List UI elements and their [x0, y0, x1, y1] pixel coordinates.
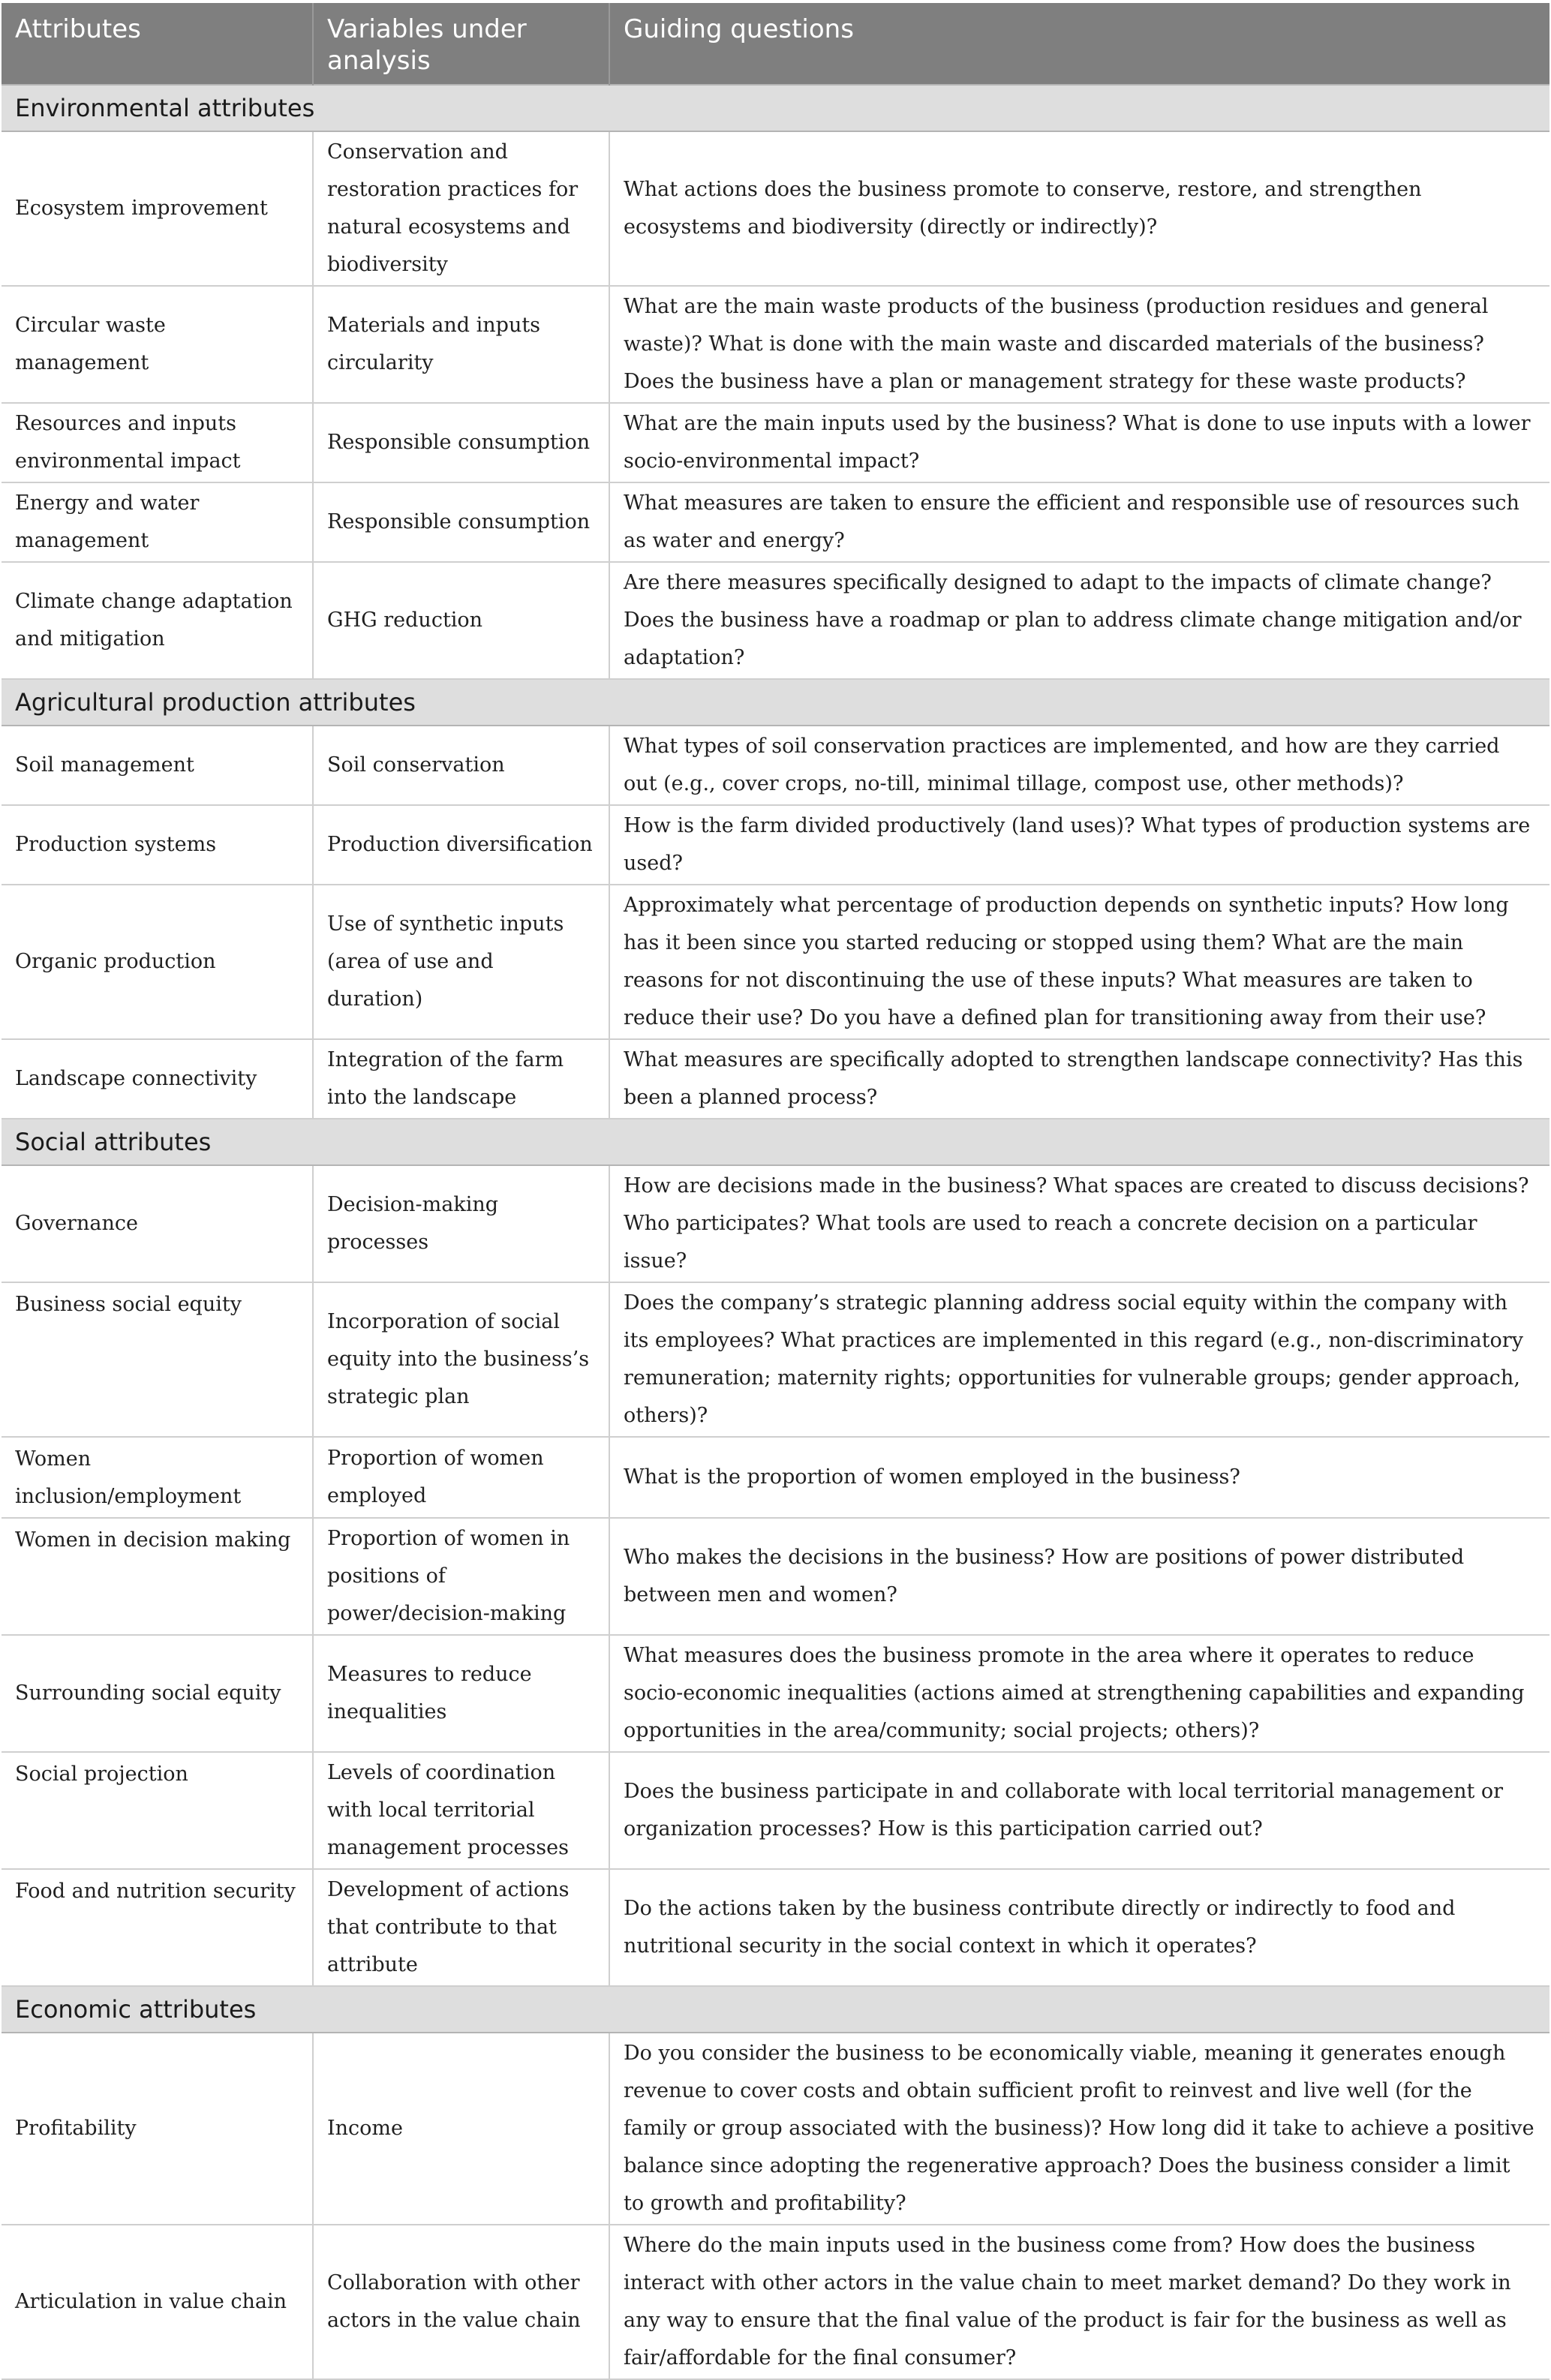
question-cell: Does the business participate in and collaborate with local territorial management or organization processes? How is this participation carried out? [609, 1752, 1549, 1869]
question-cell: Do you consider the business to be economically viable, meaning it generates enough revenue to cover costs and obtain sufficient profit to reinvest and live well (for the family or group associated with the business)? How long did it take to achieve a positive balance since adopting the regenerative approach? Does the business consider a limit to growth and profitability? [609, 2033, 1549, 2225]
variable-cell: Production diversification [313, 805, 609, 885]
question-cell: What is the proportion of women employed in the business? [609, 1437, 1549, 1518]
section-header-row [2, 1986, 1549, 2033]
variable-cell: Soil conservation [313, 726, 609, 805]
attribute-cell: Ecosystem improvement [2, 131, 313, 286]
table-row [2, 1518, 1549, 1635]
attribute-cell: Circular waste management [2, 286, 313, 403]
table-row [2, 1437, 1549, 1518]
attribute-cell: Organic production [2, 885, 313, 1039]
attribute-cell: Women inclusion/employment [2, 1437, 313, 1518]
table-row [2, 2033, 1549, 2225]
question-cell: What types of soil conservation practices are implemented, and how are they carried out (e.g., cover crops, no-till, minimal tillage, compost use, other methods)? [609, 726, 1549, 805]
question-cell: Where do the main inputs used in the business come from? How does the business interact with other actors in the value chain to meet market demand? Do they work in any way to ensure that the final value of the product is fair for the business as well as fair/affordable for the final consumer? [609, 2225, 1549, 2379]
question-cell: What are the main inputs used by the business? What is done to use inputs with a lower socio-environmental impact? [609, 403, 1549, 482]
attribute-cell: Governance [2, 1165, 313, 1282]
header-row [2, 3, 1549, 85]
variable-cell: Levels of coordination with local territorial management processes [313, 1752, 609, 1869]
table-row [2, 1869, 1549, 1986]
variable-cell: Development of actions that contribute to that attribute [313, 1869, 609, 1986]
variable-cell: Materials and inputs circularity [313, 286, 609, 403]
question-cell: What measures does the business promote in the area where it operates to reduce socio-economic inequalities (actions aimed at strengthening capabilities and expanding opportunities in the area/community; social projects; others)? [609, 1635, 1549, 1752]
question-cell: Do the actions taken by the business contribute directly or indirectly to food and nutritional security in the social context in which it operates? [609, 1869, 1549, 1986]
section-title: Agricultural production attributes [2, 679, 1549, 726]
variable-cell: Conservation and restoration practices for natural ecosystems and biodiversity [313, 131, 609, 286]
question-cell: Are there measures specifically designed to adapt to the impacts of climate change? Does the business have a roadmap or plan to address climate change mitigation and/or adaptation? [609, 562, 1549, 679]
question-cell: Who makes the decisions in the business? How are positions of power distributed between men and women? [609, 1518, 1549, 1635]
table-row [2, 1282, 1549, 1437]
question-cell: Does the company’s strategic planning address social equity within the company with its employees? What practices are implemented in this regard (e.g., non-discriminatory remuneration; maternity rights; opportunities for vulnerable groups; gender approach, others)? [609, 1282, 1549, 1437]
attribute-cell: Articulation in value chain [2, 2225, 313, 2379]
column-header-variables: Variables under analysis [313, 3, 609, 85]
variable-cell: Proportion of women in positions of power/decision-making [313, 1518, 609, 1635]
table-row [2, 1752, 1549, 1869]
attribute-cell: Food and nutrition security [2, 1869, 313, 1986]
table-row [2, 805, 1549, 885]
variable-cell: Income [313, 2033, 609, 2225]
table-row [2, 2225, 1549, 2379]
attribute-cell: Surrounding social equity [2, 1635, 313, 1752]
column-header-questions: Guiding questions [609, 3, 1549, 85]
attribute-cell: Profitability [2, 2033, 313, 2225]
variable-cell: Proportion of women employed [313, 1437, 609, 1518]
variable-cell: Incorporation of social equity into the business’s strategic plan [313, 1282, 609, 1437]
attribute-cell: Business social equity [2, 1282, 313, 1437]
section-title: Environmental attributes [2, 85, 1549, 131]
question-cell: What actions does the business promote to conserve, restore, and strengthen ecosystems and biodiversity (directly or indirectly)? [609, 131, 1549, 286]
question-cell: Approximately what percentage of production depends on synthetic inputs? How long has it been since you started reducing or stopped using them? What are the main reasons for not discontinuing the use of these inputs? What measures are taken to reduce their use? Do you have a defined plan for transitioning away from their use? [609, 885, 1549, 1039]
variable-cell: Responsible consumption [313, 482, 609, 562]
table-row [2, 1039, 1549, 1119]
table-row [2, 131, 1549, 286]
section-header-row [2, 85, 1549, 131]
table-row [2, 885, 1549, 1039]
table-row [2, 562, 1549, 679]
section-header-row [2, 679, 1549, 726]
variable-cell: Decision-making processes [313, 1165, 609, 1282]
table-row [2, 726, 1549, 805]
attribute-cell: Climate change adaptation and mitigation [2, 562, 313, 679]
table-body [2, 85, 1549, 2379]
question-cell: What measures are taken to ensure the efficient and responsible use of resources such as water and energy? [609, 482, 1549, 562]
variable-cell: Collaboration with other actors in the value chain [313, 2225, 609, 2379]
question-cell: What measures are specifically adopted to strengthen landscape connectivity? Has this been a planned process? [609, 1039, 1549, 1119]
attribute-cell: Social projection [2, 1752, 313, 1869]
column-header-attributes: Attributes [2, 3, 313, 85]
attribute-cell: Resources and inputs environmental impact [2, 403, 313, 482]
attribute-cell: Landscape connectivity [2, 1039, 313, 1119]
table-row [2, 286, 1549, 403]
attribute-cell: Soil management [2, 726, 313, 805]
table-row [2, 1635, 1549, 1752]
variable-cell: Integration of the farm into the landscape [313, 1039, 609, 1119]
section-title: Economic attributes [2, 1986, 1549, 2033]
section-title: Social attributes [2, 1119, 1549, 1165]
question-cell: How is the farm divided productively (land uses)? What types of production systems are used? [609, 805, 1549, 885]
attributes-table [2, 3, 1549, 2380]
section-header-row [2, 1119, 1549, 1165]
question-cell: How are decisions made in the business? What spaces are created to discuss decisions? Who participates? What tools are used to reach a concrete decision on a particular issue? [609, 1165, 1549, 1282]
variable-cell: Responsible consumption [313, 403, 609, 482]
table-row [2, 1165, 1549, 1282]
variable-cell: Use of synthetic inputs (area of use and duration) [313, 885, 609, 1039]
variable-cell: Measures to reduce inequalities [313, 1635, 609, 1752]
variable-cell: GHG reduction [313, 562, 609, 679]
question-cell: What are the main waste products of the business (production residues and general waste)? What is done with the main waste and discarded materials of the business? Does the business have a plan or management strategy for these waste products? [609, 286, 1549, 403]
attribute-cell: Women in decision making [2, 1518, 313, 1635]
attribute-cell: Energy and water management [2, 482, 313, 562]
table-row [2, 403, 1549, 482]
attribute-cell: Production systems [2, 805, 313, 885]
table-row [2, 482, 1549, 562]
